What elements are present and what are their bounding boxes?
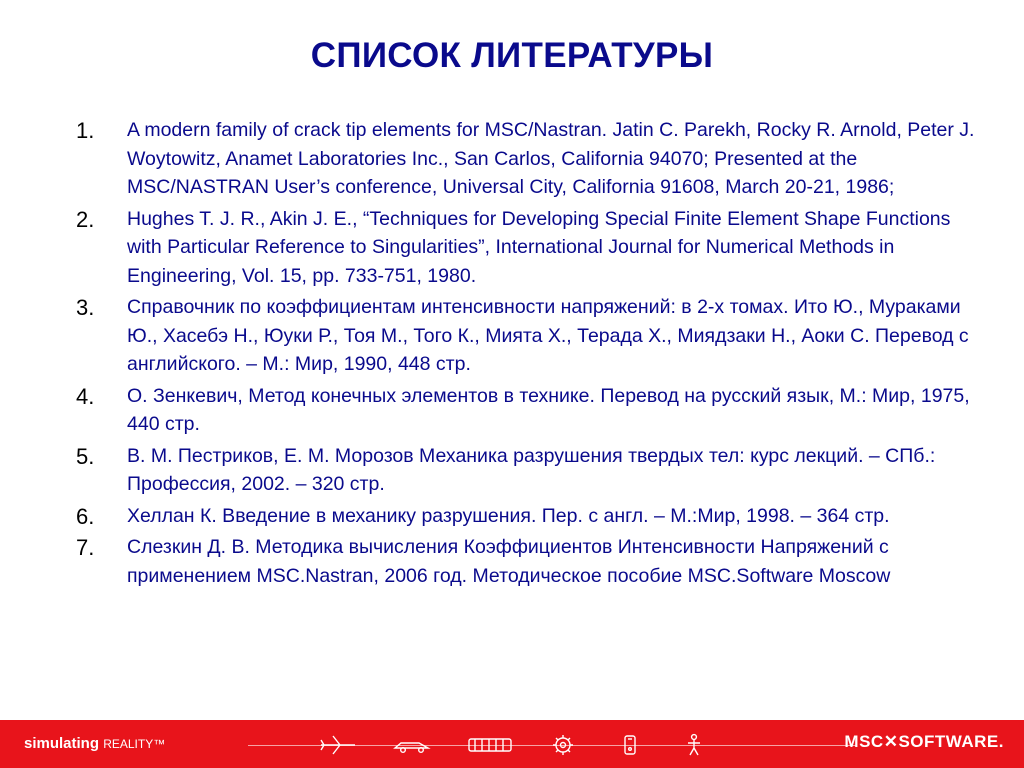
reference-item bbox=[76, 116, 976, 202]
footer-tagline-rest: REALITY™ bbox=[103, 737, 166, 751]
car-icon bbox=[392, 733, 432, 757]
reference-number: 4. bbox=[76, 383, 95, 409]
reference-item bbox=[76, 205, 976, 291]
page-title: СПИСОК ЛИТЕРАТУРЫ bbox=[310, 36, 714, 75]
reference-number: 2. bbox=[76, 206, 95, 232]
footer-bar bbox=[0, 720, 1024, 768]
reference-item bbox=[76, 293, 976, 379]
gear-icon bbox=[551, 733, 575, 757]
reference-text: Хеллан К. Введение в механику разрушения. Пер. с англ. – М.:Мир, 1998. – 364 стр. bbox=[127, 504, 890, 527]
reference-number: 6. bbox=[76, 503, 95, 529]
reference-number: 1. bbox=[76, 118, 95, 143]
reference-text: Справочник по коэффициентам интенсивности напряжений: в 2-х томах. Ито Ю., Мураками Ю., Хасебэ Н., Юуки Р., Тоя М., Того К., Мията Х., Терада Х., Миядзаки Н., Аоки С. Перевод с английского. – М.: Мир, 1990, 448 стр. bbox=[127, 296, 969, 375]
reference-number: 7. bbox=[76, 535, 95, 560]
footer-tagline-bold: simulating bbox=[24, 735, 100, 752]
human-figure-icon bbox=[684, 733, 704, 757]
reference-text: В. М. Пестриков, Е. М. Морозов Механика разрушения твердых тел: курс лекций. – СПб.: Профессия, 2002. – 320 стр. bbox=[127, 444, 936, 495]
reference-text: Слезкин Д. В. Методика вычисления Коэффициентов Интенсивности Напряжений с применением MSC.Nastran, 2006 год. Методическое пособие MSC.Software Moscow bbox=[127, 536, 891, 587]
reference-number: 5. bbox=[76, 443, 95, 469]
airplane-icon bbox=[318, 733, 358, 757]
reference-item bbox=[76, 382, 976, 439]
reference-item bbox=[76, 533, 976, 590]
reference-number: 3. bbox=[76, 295, 95, 320]
reference-text: Hughes T. J. R., Akin J. E., “Techniques for Developing Special Finite Element Shape Functions with Particular Reference to Singularities”, International Journal for Numerical Methods in Engineering, Vol. 15, pp. 733-751, 1980. bbox=[127, 207, 951, 287]
msc-software-logo: MSC✕SOFTWARE. bbox=[844, 732, 1004, 751]
bus-icon bbox=[466, 733, 514, 757]
reference-item bbox=[76, 442, 976, 499]
phone-icon bbox=[620, 733, 640, 757]
footer-tagline bbox=[24, 735, 165, 752]
reference-item bbox=[76, 502, 976, 531]
reference-text: О. Зенкевич, Метод конечных элементов в технике. Перевод на русский язык, М.: Мир, 1975, 440 стр. bbox=[127, 384, 970, 435]
reference-text: A modern family of crack tip elements for MSC/Nastran. Jatin C. Parekh, Rocky R. Arnold, Peter J. Woytowitz, Anamet Laboratories Inc., San Carlos, California 94070; Presented at the MSC/NASTRAN User’s conference, Universal City, California 91608, March 20-21, 1986; bbox=[127, 119, 975, 198]
reference-list bbox=[76, 116, 976, 593]
